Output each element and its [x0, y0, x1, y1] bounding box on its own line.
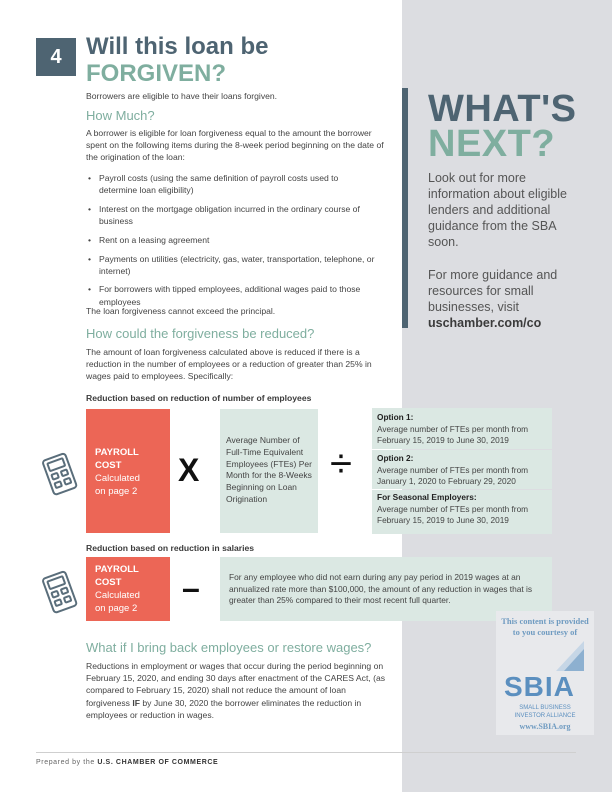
whats-next-title-line1: WHAT'S	[428, 88, 577, 130]
formula2-label: Reduction based on reduction in salaries	[86, 543, 255, 553]
option1-label: Option 1:	[377, 412, 414, 422]
subtract-operator: –	[182, 570, 200, 606]
payroll-cost-line1: PAYROLL	[95, 447, 139, 458]
payroll-cost-box	[86, 557, 170, 621]
seasonal-option-box	[372, 490, 552, 534]
calculator-icon	[40, 452, 80, 498]
sidebar-info-text: Look out for more information about eligible lenders and additional guidance from the SBA soon.	[428, 171, 567, 249]
whats-next-title-line2: NEXT?	[428, 123, 556, 165]
payroll-cost-line3: Calculated	[95, 473, 140, 484]
footer	[36, 759, 218, 766]
restore-body-if: IF	[132, 697, 140, 708]
restore-body-before: Reductions in employment or wages that occur during the period beginning on February 15, 2020, and ending 30 days after enactment of the CARES Act, (as compared to February 15, 2020) shall not reduce the amount of loan forgiveness	[86, 661, 386, 708]
option2-label: Option 2:	[377, 453, 414, 463]
payroll-cost-line3: Calculated	[95, 590, 140, 601]
option2-text: Average number of FTEs per month from January 1, 2020 to February 29, 2020	[377, 464, 529, 486]
footer-prefix: Prepared by the	[36, 759, 95, 766]
uschamber-link[interactable]: uschamber.com/co	[428, 316, 542, 330]
fte-text: Average Number of Full-Time Equivalent Employees (FTEs) Per Month for the 8-Weeks Beginning on Loan Origination	[226, 435, 312, 504]
formula1-label: Reduction based on reduction of number of employees	[86, 393, 312, 403]
footer-org: U.S. CHAMBER OF COMMERCE	[97, 759, 219, 766]
courtesy-line2: to you courtesy of	[512, 627, 578, 637]
footer-divider	[36, 752, 576, 753]
salary-reduction-text: For any employee who did not earn during any pay period in 2019 wages at an annualized rate more than $100,000, the amount of any reduction in wages that is greater than 25% compared to their most recent full quarter.	[229, 572, 533, 605]
payroll-cost-box	[86, 409, 170, 533]
sidebar-guidance-text	[428, 267, 578, 331]
option1-box	[372, 408, 552, 449]
sbia-url[interactable]: www.SBIA.org	[519, 722, 571, 731]
list-item: • Rent on a leasing agreement	[86, 234, 378, 246]
principal-cap-text: The loan forgiveness cannot exceed the principal.	[86, 306, 276, 316]
courtesy-line1: This content is provided	[501, 616, 589, 626]
multiply-operator: X	[178, 452, 200, 488]
list-item: • Payroll costs (using the same definition of payroll costs used to determine loan eligibility)	[86, 172, 378, 196]
sbia-courtesy-box	[496, 611, 594, 735]
list-item: • Payments on utilities (electricity, gas, water, transportation, telephone, or internet)	[86, 253, 378, 277]
reduced-body: The amount of loan forgiveness calculated above is reduced if there is a reduction in the number of employees or a reduction of greater than 25% in wages paid to employees. Specifically:	[86, 347, 372, 382]
divide-operator: ÷	[330, 442, 352, 486]
payroll-cost-line1: PAYROLL	[95, 564, 139, 575]
option1-text: Average number of FTEs per month from February 15, 2019 to June 30, 2019	[377, 423, 529, 445]
sbia-growth-mark-icon	[554, 639, 586, 673]
payroll-cost-line2: COST	[95, 460, 122, 471]
reduced-heading: How could the forgiveness be reduced?	[86, 326, 315, 341]
payroll-cost-line4: on page 2	[95, 486, 138, 497]
restore-heading: What if I bring back employees or restore wages?	[86, 640, 372, 655]
seasonal-option-label: For Seasonal Employers:	[377, 492, 477, 502]
payroll-cost-line2: COST	[95, 577, 122, 588]
calculator-icon	[40, 570, 80, 616]
section-number-badge: 4	[36, 38, 76, 76]
restore-body	[86, 660, 386, 721]
sbia-name-line1: SMALL BUSINESS	[519, 705, 571, 711]
sbia-name-line2: INVESTOR ALLIANCE	[514, 712, 576, 719]
section-title-line1: Will this loan be	[86, 33, 269, 60]
list-item: • Interest on the mortgage obligation incurred in the ordinary course of business	[86, 203, 378, 227]
how-much-body: A borrower is eligible for loan forgiveness equal to the amount the borrower spent on the following items during the 8-week period beginning on the date of the origination of the loan:	[86, 128, 384, 163]
seasonal-option-text: Average number of FTEs per month from February 15, 2019 to June 30, 2019	[377, 503, 529, 525]
list-item: • For borrowers with tipped employees, additional wages paid to those employees	[86, 283, 378, 307]
section-title-line2: FORGIVEN?	[86, 60, 227, 87]
payroll-cost-line4: on page 2	[95, 603, 138, 614]
eligible-costs-list	[86, 172, 378, 314]
option2-box	[372, 450, 552, 489]
sidebar-accent-bar	[402, 88, 408, 328]
fte-box	[220, 409, 318, 533]
sbia-logo: SBIA	[504, 671, 575, 702]
sidebar-guidance-prefix: For more guidance and resources for small businesses, visit	[428, 268, 558, 314]
how-much-heading: How Much?	[86, 108, 155, 123]
restore-body-after: by June 30, 2020 the borrower eliminates the reduction in employees or reduction in wages.	[86, 697, 362, 720]
intro-text: Borrowers are eligible to have their loans forgiven.	[86, 91, 278, 101]
